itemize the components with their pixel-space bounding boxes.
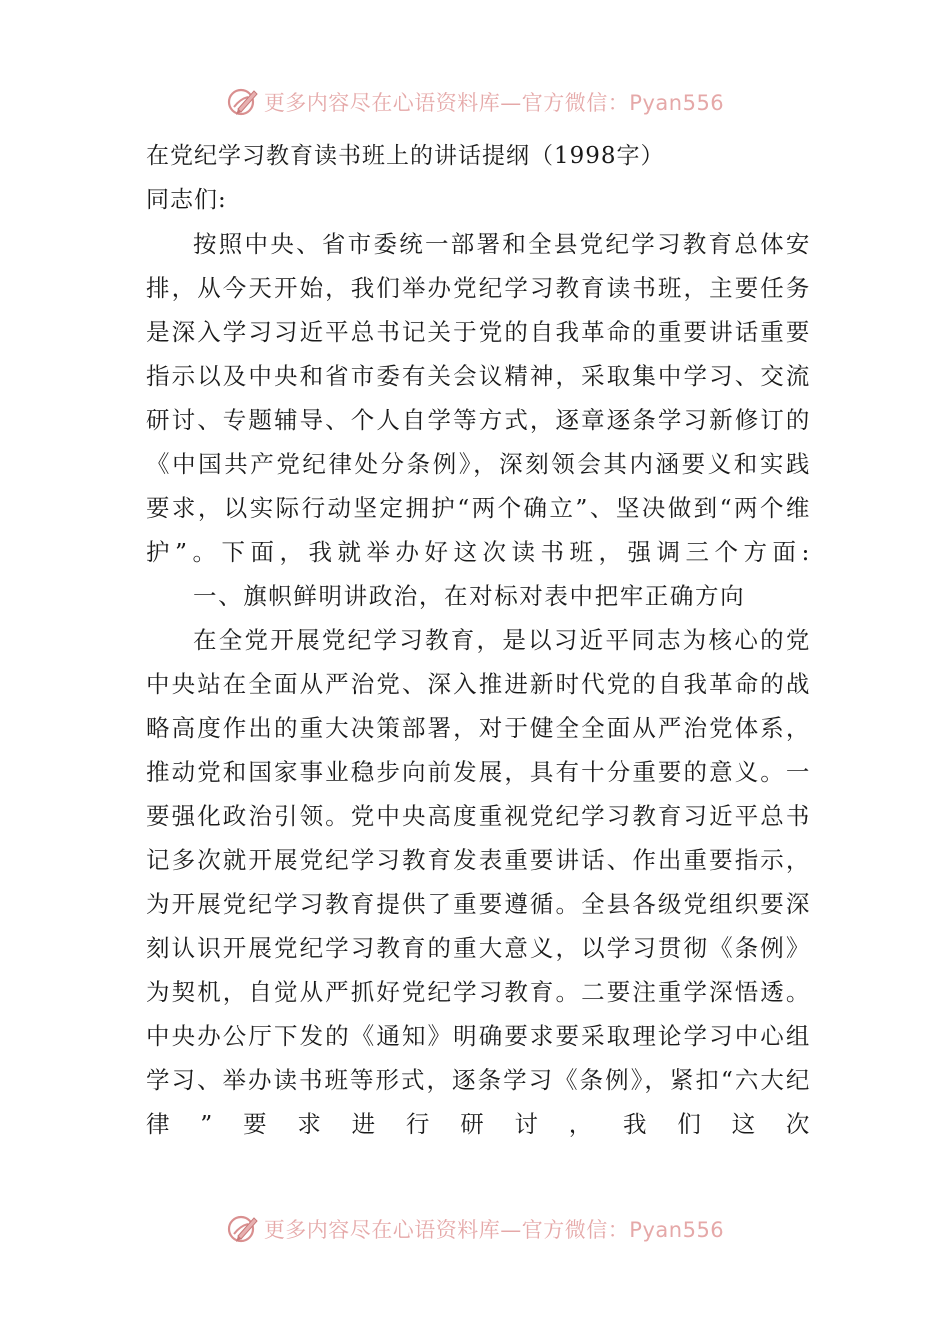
document-body — [146, 134, 811, 1146]
document-title: 在党纪学习教育读书班上的讲话提纲（1998字） — [146, 143, 665, 169]
greeting: 同志们: — [146, 187, 227, 213]
watermark-footer — [0, 1209, 950, 1249]
watermark-header — [0, 82, 950, 122]
pen-logo-icon — [226, 1212, 260, 1246]
section-heading-1: 一、旗帜鲜明讲政治，在对标对表中把牢正确方向 — [193, 582, 746, 610]
paragraph-1: 按照中央、省市委统一部署和全县党纪学习教育总体安排，从今天开始，我们举办党纪学习教育读书班，主要任务是深入学习习近平总书记关于党的自我革命的重要讲话重要指示以及中央和省市委有关会议精神，采取集中学习、交流研讨、专题辅导、个人自学等方式，逐章逐条学习新修订的《中国共产党纪律处分条例》，深刻领会其内涵要义和实践要求，以实际行动坚定拥护“两个确立”、坚决做到“两个维护”。下面，我就举办好这次读书班，强调三个方面: — [146, 230, 811, 566]
pen-logo-icon — [226, 85, 260, 119]
watermark-text: 更多内容尽在心语资料库—官方微信：Pyan556 — [263, 91, 725, 115]
paragraph-2: 在全党开展党纪学习教育，是以习近平同志为核心的党中央站在全面从严治党、深入推进新时代党的自我革命的战略高度作出的重大决策部署，对于健全全面从严治党体系，推动党和国家事业稳步向前发展，具有十分重要的意义。一要强化政治引领。党中央高度重视党纪学习教育习近平总书记多次就开展党纪学习教育发表重要讲话、作出重要指示，为开展党纪学习教育提供了重要遵循。全县各级党组织要深刻认识开展党纪学习教育的重大意义，以学习贯彻《条例》为契机，自觉从严抓好党纪学习教育。二要注重学深悟透。中央办公厅下发的《通知》明确要求要采取理论学习中心组学习、举办读书班等形式，逐条学习《条例》，紧扣“六大纪律”要求进行研讨，我们这次 — [146, 626, 811, 1138]
watermark-text: 更多内容尽在心语资料库—官方微信：Pyan556 — [263, 1218, 725, 1242]
